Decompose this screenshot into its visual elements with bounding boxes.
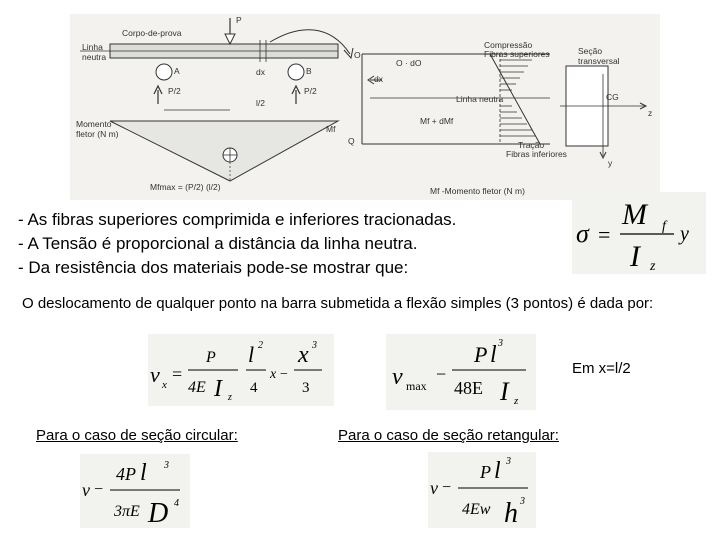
label-compressao-2: Fibras superiores xyxy=(484,49,550,59)
vmax-exp: 3 xyxy=(498,338,503,349)
vmax-z: z xyxy=(514,395,519,407)
vx-minus: − xyxy=(280,367,288,382)
label-half-span: l/2 xyxy=(256,98,265,108)
rect-l: l xyxy=(494,458,501,484)
label-o-do: O · dO xyxy=(396,58,422,68)
circular-heading: Para o caso de seção circular: xyxy=(36,427,238,444)
label-linha-2: neutra xyxy=(82,52,107,62)
stress-formula xyxy=(572,192,706,274)
label-reaction-left: P/2 xyxy=(168,86,181,96)
label-tracao-2: Fibras inferiores xyxy=(506,149,567,159)
bullet-item: - As fibras superiores comprimida e inferiores tracionadas. xyxy=(18,210,457,229)
label-mf-caption: Mf -Momento fletor (N m) xyxy=(430,186,525,196)
label-momento-2: fletor (N m) xyxy=(76,129,119,139)
circ-exp: 3 xyxy=(164,460,169,471)
label-b: B xyxy=(306,66,312,76)
label-compressao-1: Compressão xyxy=(484,40,533,50)
label-y: y xyxy=(608,158,613,168)
vx-x3-exp: 3 xyxy=(312,340,317,351)
deflection-paragraph: O deslocamento de qualquer ponto na barra submetida a flexão simples (3 pontos) é dada por: xyxy=(22,295,654,312)
vx-l-exp: 2 xyxy=(258,340,263,351)
vx-x3: x xyxy=(298,342,309,368)
circ-3pie: 3πE xyxy=(114,503,140,520)
label-load-p: P xyxy=(236,15,242,25)
support-b xyxy=(288,64,304,80)
vmax-p: P xyxy=(474,342,488,367)
label-a: A xyxy=(174,66,180,76)
label-momento-1: Momento xyxy=(76,119,112,129)
rectangular-heading: Para o caso de seção retangular: xyxy=(338,427,559,444)
rect-p: P xyxy=(480,462,491,482)
label-mf: Mf xyxy=(326,124,336,134)
label-linha-neutra-element: Linha neutra xyxy=(456,94,504,104)
rect-h: h xyxy=(504,498,518,528)
label-cg: CG xyxy=(606,92,619,102)
subscript-z: z xyxy=(650,259,656,274)
rect-exp: 3 xyxy=(506,456,511,467)
rect-v: v xyxy=(430,478,438,498)
label-secao-2: transversal xyxy=(578,56,620,66)
label-corpo-de-prova: Corpo-de-prova xyxy=(122,28,182,38)
circ-v: v xyxy=(82,480,90,500)
vmax-sub: max xyxy=(406,379,427,393)
bullet-list xyxy=(18,208,456,280)
label-tracao-1: Tração xyxy=(518,140,545,150)
equals-sign: = xyxy=(598,222,611,247)
em-label: Em x=l/2 xyxy=(572,360,631,377)
formula-rectangular xyxy=(428,452,536,528)
label-o: O xyxy=(354,50,361,60)
label-q: Q xyxy=(348,136,355,146)
subscript-f: f xyxy=(662,219,666,234)
inertia-symbol-i: I xyxy=(630,240,640,273)
circ-l: l xyxy=(140,460,147,486)
vx-p: P xyxy=(206,349,216,366)
vmax-eq: − xyxy=(436,364,447,384)
circ-d-exp: 4 xyxy=(174,498,179,509)
distance-y: y xyxy=(680,223,689,245)
label-z: z xyxy=(648,108,653,118)
moment-symbol-m: M xyxy=(622,198,647,231)
vx-z: z xyxy=(228,392,232,403)
vx-i: I xyxy=(214,376,222,402)
bending-diagram xyxy=(70,14,660,200)
formula-circular xyxy=(80,454,190,528)
rect-4ew: 4Ew xyxy=(462,501,491,518)
circ-d: D xyxy=(148,498,169,528)
vmax-v: v xyxy=(392,364,403,390)
vmax-i: I xyxy=(500,377,509,406)
vx-v: v xyxy=(150,362,160,387)
sigma-symbol: σ xyxy=(576,219,589,248)
support-a xyxy=(156,64,172,80)
rect-eq: − xyxy=(442,479,452,496)
vx-l: l xyxy=(248,342,255,367)
label-mfmax: Mfmax = (P/2) (l/2) xyxy=(150,182,221,192)
vx-sub: x xyxy=(162,379,167,391)
bullet-item: - Da resistência dos materiais pode-se mostrar que: xyxy=(18,258,409,277)
vmax-l: l xyxy=(490,342,497,368)
label-secao-1: Seção xyxy=(578,46,603,56)
label-mf-dmf: Mf + dMf xyxy=(420,116,454,126)
bullet-item: - A Tensão é proporcional a distância da linha neutra. xyxy=(18,234,418,253)
vx-eq: = xyxy=(172,364,183,384)
vx-x: x xyxy=(270,367,277,382)
rect-h-exp: 3 xyxy=(520,496,525,507)
vx-3: 3 xyxy=(302,380,310,396)
vx-4: 4 xyxy=(250,380,258,396)
formula-vx xyxy=(148,334,334,406)
label-linha-1: Linha xyxy=(82,42,103,52)
vx-4e: 4E xyxy=(188,379,206,396)
formula-vmax xyxy=(386,334,536,410)
label-reaction-right: P/2 xyxy=(304,86,317,96)
circ-4p: 4P xyxy=(116,464,136,484)
vmax-48e: 48E xyxy=(454,378,483,398)
label-dx-element: dx xyxy=(374,74,383,84)
label-dx-beam: dx xyxy=(256,67,265,77)
circ-eq: − xyxy=(94,481,104,498)
